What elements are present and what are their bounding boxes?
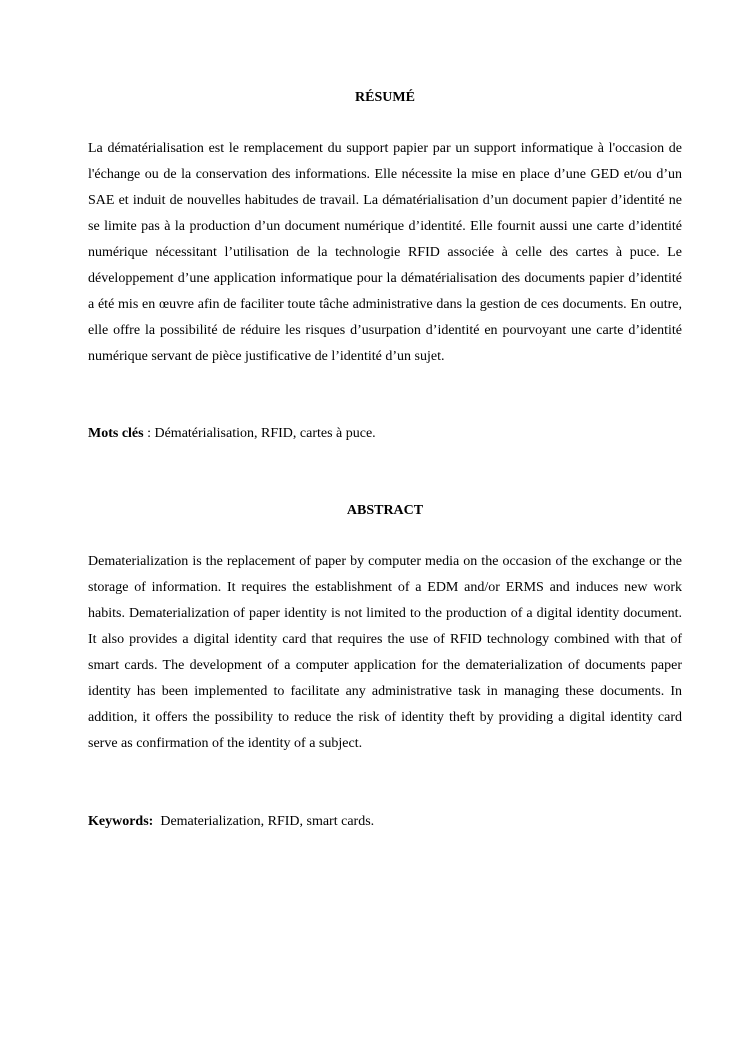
resume-heading: RÉSUMÉ	[355, 90, 415, 105]
abstract-paragraph: Dematerialization is the replacement of paper by computer media on the occasion of the exchange or the storage of information. It requires the establishment of a EDM and/or ERMS and induces new work habits. Dematerialization of paper identity is not limited to the production of a digital identity document. It also provides a digital identity card that requires the use of RFID technology combined with that of smart cards. The development of a computer application for the dematerialization of documents paper identity has been implemented to facilitate any administrative task in managing these documents. In addition, it offers the possibility to reduce the risk of identity theft by providing a digital identity card serve as confirmation of the identity of a subject.	[88, 554, 682, 751]
resume-keywords-label: Mots clés	[88, 426, 144, 441]
abstract-keywords	[88, 813, 682, 831]
resume-paragraph: La dématérialisation est le remplacement du support papier par un support informatique à l'occasion de l'échange ou de la conservation des informations. Elle nécessite la mise en place d’une GED et/ou d’un SAE et induit de nouvelles habitudes de travail. La dématérialisation d’un document papier d’identité ne se limite pas à la production d’un document numérique d’identité. Elle fournit aussi une carte d’identité numérique nécessitant l’utilisation de la technologie RFID associée à celle des cartes à puce. Le développement d’une application informatique pour la dématérialisation des documents papier d’identité a été mis en œuvre afin de faciliter toute tâche administrative dans la gestion de ces documents. En outre, elle offre la possibilité de réduire les risques d’usurpation d’identité en pourvoyant une carte d’identité numérique servant de pièce justificative de l’identité d’un sujet.	[88, 141, 682, 364]
abstract-heading: ABSTRACT	[346, 503, 424, 518]
resume-keywords-text: : Dématérialisation, RFID, cartes à puce.	[143, 426, 376, 441]
abstract-keywords-text: Dematerialization, RFID, smart cards.	[153, 814, 375, 829]
abstract-keywords-label: Keywords:	[88, 814, 154, 829]
resume-keywords	[88, 425, 682, 443]
